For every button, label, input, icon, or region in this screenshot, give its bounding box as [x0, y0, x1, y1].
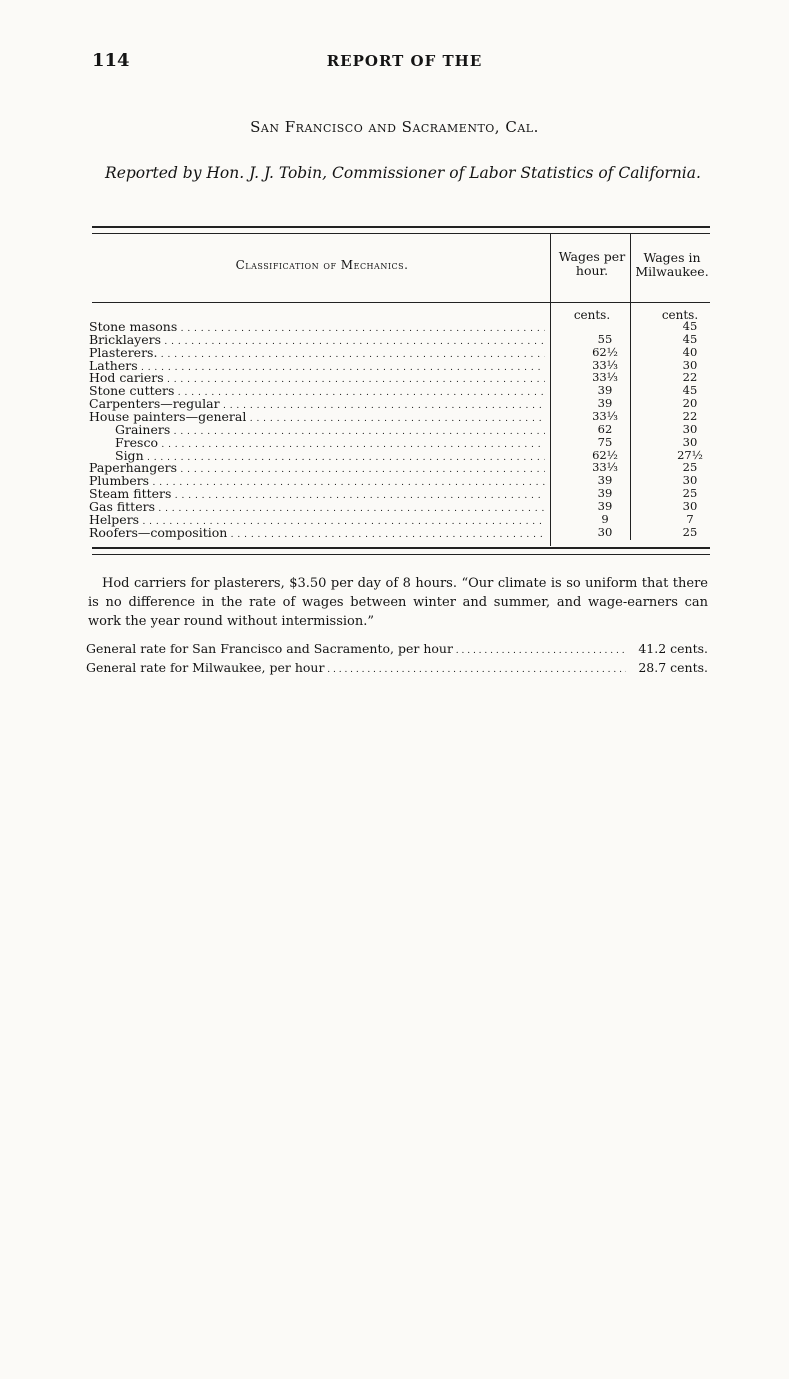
table-row [0, 461, 789, 474]
wages-milwaukee-cell: 22 [682, 370, 698, 385]
wages-per-hour-cell: 39 [597, 383, 613, 398]
wages-milwaukee-cell: 25 [682, 486, 698, 501]
note-paragraph: Hod carriers for plasterers, $3.50 per day of 8 hours. “Our climate is so uniform that there is no difference in the rate of wages between winter and summer, and wage-earners can work the year round without intermission.” [88, 576, 708, 629]
wages-per-hour-cell: 39 [597, 498, 613, 513]
table-row [0, 359, 789, 372]
wages-milwaukee-cell: 25 [682, 460, 698, 475]
wages-milwaukee-cell: 45 [682, 383, 698, 398]
table-row [0, 346, 789, 359]
mechanic-label: Bricklayers . . . [89, 333, 545, 349]
table-row [0, 449, 789, 462]
mechanic-label: Stone cutters . . . [89, 384, 545, 400]
wages-milwaukee-cell: 40 [682, 344, 698, 359]
table-row [0, 320, 789, 333]
section-subtitle: Reported by Hon. J. J. Tobin, Commissioner of Labor Statistics of California. [105, 164, 701, 182]
wages-milwaukee-cell: 30 [682, 473, 698, 488]
table-row [0, 487, 789, 500]
wages-per-hour-cell: 33⅓ [592, 408, 618, 423]
rate-label: General rate for San Francisco and Sacramento, per hour . . . [86, 640, 626, 658]
table-row [0, 474, 789, 487]
mechanic-label: Fresco . . . [115, 436, 545, 452]
wages-per-hour-cell: 9 [601, 511, 609, 526]
mechanic-label: Lathers . . . [89, 359, 545, 375]
wages-milwaukee-cell: 30 [682, 498, 698, 513]
table-row [0, 436, 789, 449]
unit-wages-milwaukee: cents. [661, 308, 699, 322]
wages-per-hour-cell: 33⅓ [592, 370, 618, 385]
table-row [0, 333, 789, 346]
mechanic-label: Sign . . . [115, 449, 545, 465]
wages-milwaukee-cell: 30 [682, 421, 698, 436]
mechanic-label: Hod cariers . . . [89, 371, 545, 387]
mechanic-label: Paperhangers . . . [89, 461, 545, 477]
wages-milwaukee-cell: 45 [682, 319, 698, 333]
rate-value: 41.2 cents. [638, 641, 708, 656]
table-row [0, 410, 789, 423]
wages-per-hour-cell: 39 [597, 473, 613, 488]
header-wages-milwaukee: Wages in Milwaukee. [635, 250, 709, 279]
wages-per-hour-cell: 55 [597, 331, 613, 346]
table-row [0, 384, 789, 397]
unit-wages-per-hour: cents. [573, 308, 611, 322]
wages-milwaukee-cell: 27½ [677, 447, 703, 462]
mechanic-label: Plumbers . . . [89, 474, 545, 490]
table-row [0, 423, 789, 436]
wages-per-hour-cell: 33⅓ [592, 460, 618, 475]
wages-milwaukee-cell: 25 [682, 524, 698, 539]
mechanic-label: Gas fitters . . . [89, 500, 545, 516]
header-classification: Classification of Mechanics. [235, 258, 409, 272]
page-number: 114 [92, 50, 130, 71]
mechanic-label: Helpers . . . [89, 513, 545, 529]
wages-per-hour-cell: 62½ [592, 344, 618, 359]
mechanic-label: Steam fitters . . . [89, 487, 545, 503]
wages-per-hour-cell: 39 [597, 486, 613, 501]
table-row [0, 371, 789, 384]
running-head: REPORT OF THE [326, 52, 483, 70]
section-title: San Francisco and Sacramento, Cal. [250, 118, 539, 136]
rate-value: 28.7 cents. [638, 660, 708, 675]
mechanic-label: Grainers . . . [115, 423, 545, 439]
table-bottom-rule [92, 547, 710, 555]
rate-label: General rate for Milwaukee, per hour . . . [86, 659, 626, 677]
header-wages-per-hour: Wages per hour. [558, 249, 626, 278]
wages-milwaukee-cell: 30 [682, 434, 698, 449]
rate-line-milwaukee [86, 659, 708, 677]
wages-per-hour-cell: 39 [597, 396, 613, 411]
wages-per-hour-cell: 62 [597, 421, 613, 436]
mechanic-label: Roofers—composition . . . [89, 526, 545, 542]
rate-line-sf [86, 640, 708, 658]
wages-per-hour-cell: 75 [597, 434, 613, 449]
wages-per-hour-cell: 33⅓ [592, 357, 618, 372]
table-row [0, 513, 789, 526]
mechanic-label: Carpenters—regular . . . [89, 397, 545, 413]
mechanic-label: Plasterers. . . . [89, 346, 545, 362]
mechanic-label: House painters—general . . . [89, 410, 545, 426]
wages-per-hour-cell: 62½ [592, 447, 618, 462]
wages-milwaukee-cell: 22 [682, 408, 698, 423]
wages-milwaukee-cell: 20 [682, 396, 698, 411]
mechanic-label: Stone masons . . . [89, 320, 545, 336]
table-row [0, 526, 789, 539]
wages-milwaukee-cell: 30 [682, 357, 698, 372]
table-row [0, 397, 789, 410]
table-top-rule [92, 226, 710, 234]
wages-per-hour-cell: 30 [597, 524, 613, 539]
table-row [0, 500, 789, 513]
header-rule [92, 302, 710, 303]
wages-milwaukee-cell: 7 [686, 511, 694, 526]
wages-milwaukee-cell: 45 [682, 331, 698, 346]
